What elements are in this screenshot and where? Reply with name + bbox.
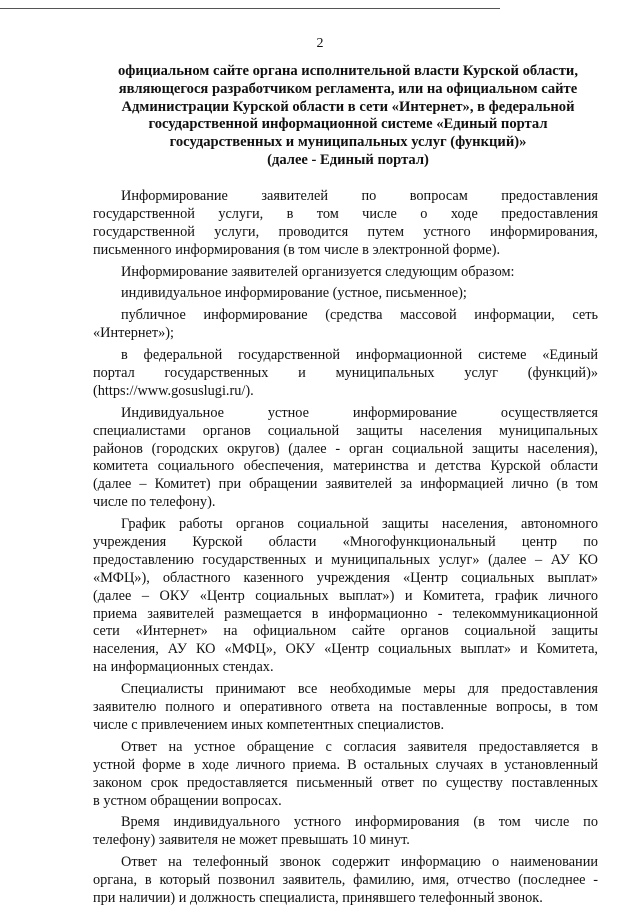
text-line: специалистами органов социальной защиты населения муниципальных	[93, 422, 598, 439]
text-line: Информирование заявителей организуется следующим образом:	[121, 263, 515, 280]
text-line: предоставлению государственных и муниципальных услуг» (далее – АУ КО	[93, 551, 598, 568]
heading-line: государственных и муниципальных услуг (функций)»	[169, 134, 527, 151]
paragraph-time-limit	[93, 814, 598, 850]
paragraph-organization	[93, 264, 598, 282]
paragraph-portal	[93, 347, 598, 401]
text-line: (далее – ОКУ «Центр социальных выплат») и Комитета, график личного	[93, 587, 598, 604]
heading-line: (далее - Единый портал)	[267, 151, 429, 168]
text-line: приема заявителей размещается в информационно - телекоммуникационной	[93, 605, 598, 622]
text-line: числе по телефону).	[93, 494, 216, 511]
text-line: Ответ на телефонный звонок содержит информацию о наименовании	[121, 854, 598, 871]
text-line: заявителю полного и оперативного ответа на поставленные вопросы, в том	[93, 699, 598, 716]
paragraph-oral-informing	[93, 405, 598, 512]
text-line: публичное информирование (средства массовой информации, сеть	[121, 307, 598, 324]
text-line: Индивидуальное устное информирование осуществляется	[121, 404, 598, 421]
text-line: государственной услуги, в том числе о ходе предоставления	[93, 205, 598, 222]
heading-line: Администрации Курской области в сети «Интернет», в федеральной	[121, 98, 575, 115]
text-line: законом срок предоставляется письменный ответ по существу поставленных	[93, 774, 598, 791]
paragraph-specialists	[93, 681, 598, 735]
text-line: (далее – Комитет) при обращении заявителей за информацией лично (в том	[93, 476, 598, 493]
paragraph-public	[93, 307, 598, 343]
text-line: при наличии) и должность специалиста, принявшего телефонный звонок.	[93, 889, 543, 906]
text-line: «Интернет»);	[93, 325, 174, 342]
text-line: районов (городских округов) (далее - орган социальной защиты населения),	[93, 440, 598, 457]
paragraph-informing-intro	[93, 188, 598, 260]
text-line: (https://www.gosuslugi.ru/).	[93, 382, 254, 399]
text-line: комитета социального обеспечения, материнства и детства Курской области	[93, 458, 598, 475]
section-heading	[96, 63, 600, 170]
body-text	[93, 188, 598, 912]
page-number: 2	[316, 36, 324, 51]
heading-line: официальном сайте органа исполнительной власти Курской области,	[117, 63, 578, 79]
text-line: Ответ на устное обращение с согласия заявителя предоставляется в	[121, 738, 598, 755]
text-line: в устном обращении вопросах.	[93, 792, 282, 809]
text-line: Информирование заявителей по вопросам предоставления	[121, 188, 598, 204]
text-line: письменного информирования (в том числе в электронной форме).	[93, 241, 501, 258]
paragraph-phone-answer	[93, 854, 598, 908]
text-line: населения, АУ КО «МФЦ», ОКУ «Центр социальных выплат» и Комитета,	[93, 641, 598, 658]
text-line: портал государственных и муниципальных услуг (функций)»	[93, 365, 598, 382]
text-line: на информационных стендах.	[93, 659, 274, 676]
paragraph-individual	[93, 285, 598, 303]
text-line: сети «Интернет» на официальном сайте органов социальной защиты	[93, 623, 598, 640]
text-line: телефону) заявителя не может превышать 10 минут.	[93, 832, 410, 849]
text-line: индивидуальное информирование (устное, письменное);	[121, 285, 467, 302]
text-line: в федеральной государственной информационной системе «Единый	[121, 347, 598, 364]
text-line: Время индивидуального устного информирования (в том числе по	[121, 814, 598, 831]
text-line: учреждения Курской области «Многофункциональный центр по	[93, 534, 598, 551]
text-line: Специалисты принимают все необходимые меры для предоставления	[121, 681, 598, 698]
paragraph-schedule	[93, 516, 598, 677]
paragraph-oral-answer	[93, 739, 598, 811]
text-line: График работы органов социальной защиты населения, автономного	[121, 516, 598, 533]
text-line: числе с привлечением иных компетентных специалистов.	[93, 716, 445, 733]
text-line: «МФЦ»), областного казенного учреждения «Центр социальных выплат»	[93, 569, 598, 586]
heading-line: государственной информационной системе «Единый портал	[148, 116, 548, 133]
top-rule	[0, 8, 500, 9]
heading-line: являющегося разработчиком регламента, или на официальном сайте	[118, 80, 578, 97]
text-line: устной форме в ходе личного приема. В остальных случаях в установленный	[93, 756, 598, 773]
text-line: государственной услуги, проводится путем устного информирования,	[93, 223, 598, 240]
text-line: органа, в который позвонил заявитель, фамилию, имя, отчество (последнее -	[93, 872, 598, 889]
